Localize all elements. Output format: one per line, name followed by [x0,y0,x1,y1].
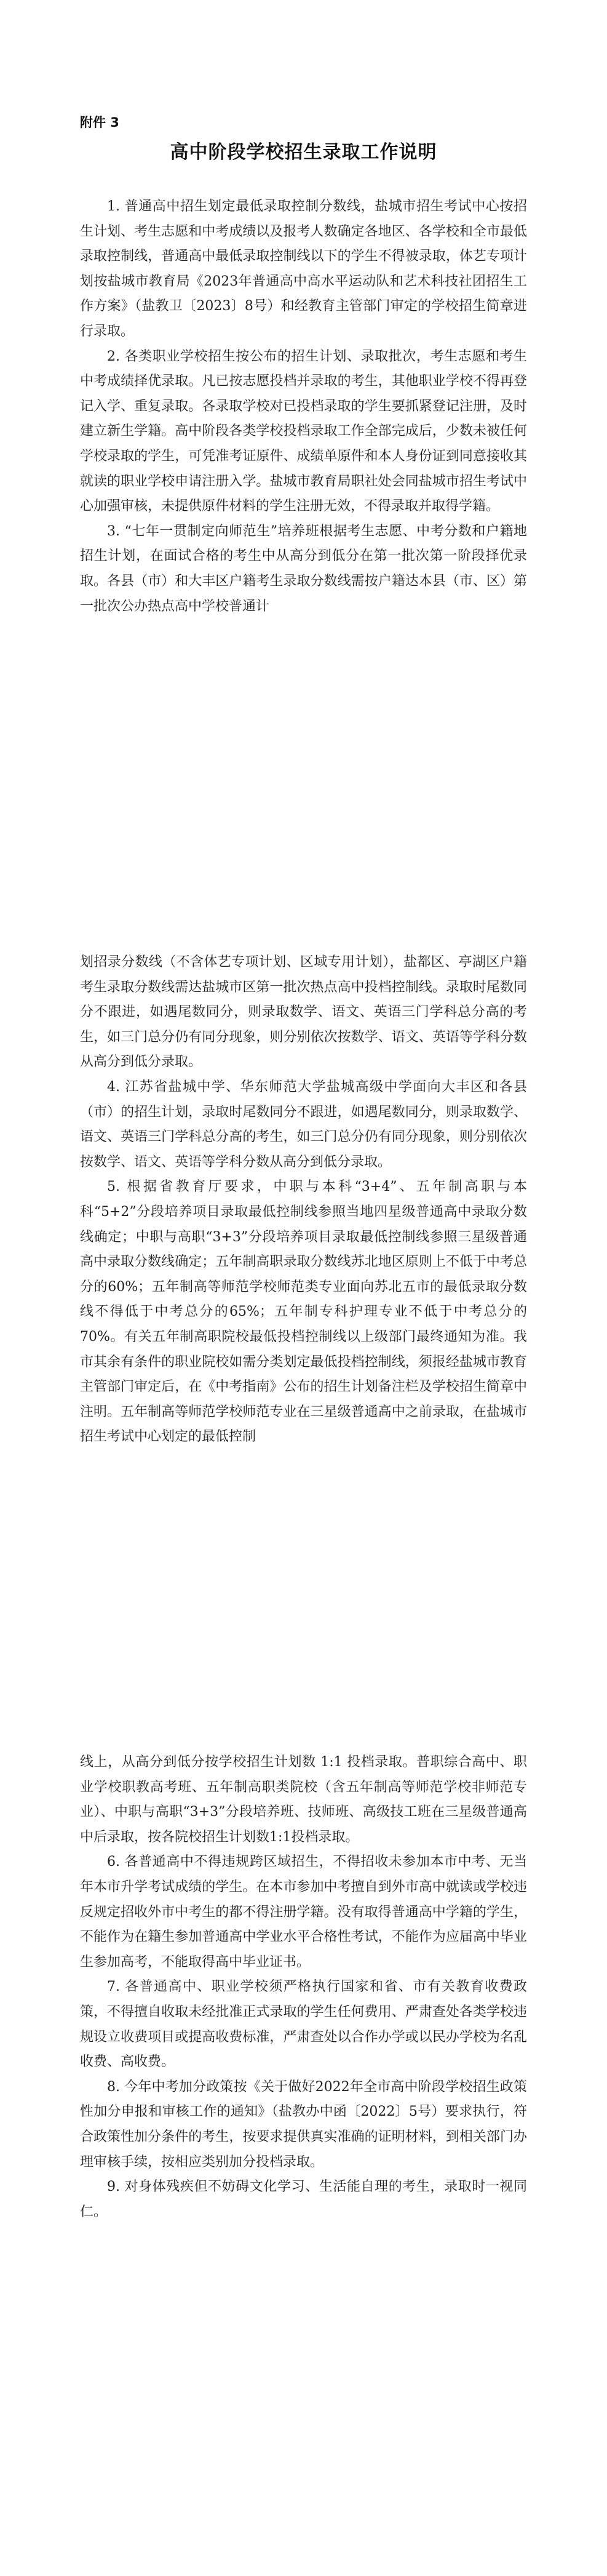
paragraph-5-continued: 线上，从高分到低分按学校招生计划数 1:1 投档录取。普职综合高中、职业学校职教高考班、五年制高职类院校（含五年制高等师范学校非师范专业）、中职与高职“3+3”分段培养班、技师班、高级技工班在三星级普通高中后录取，按各院校招生计划数1:1投档录取。 [80,1754,527,1845]
attachment-label: 附件 3 [80,115,119,130]
document-title: 高中阶段学校招生录取工作说明 [170,142,437,163]
paragraph-3: 3. “七年一贯制定向师范生”培养班根据考生志愿、中考分数和户籍地招生计划，在面试合格的考生中从高分到低分在第一批次第一阶段择优录取。各县（市）和大丰区户籍考生录取分数线需按户籍达本县（市、区）第一批次公办热点高中学校普通计 [80,523,527,614]
paragraph-3-continued: 划招录分数线（不含体艺专项计划、区域专用计划），盐都区、亭湖区户籍考生录取分数线需达盐城市区第一批次热点高中投档控制线。录取时尾数同分不跟进，如遇尾数同分，则录取数学、语文、英语三门学科总分高的考生，如三门总分仍有同分现象，则分别依次按数学、语文、英语等学科分数从高分到低分录取。 [80,954,527,1070]
paragraph-9: 9. 对身体残疾但不妨碍文化学习、生活能自理的考生，录取时一视同仁。 [80,2179,527,2220]
text-block-section-2 [80,950,527,1450]
paragraph-8: 8. 今年中考加分政策按《关于做好2022年全市高中阶段学校招生政策性加分申报和审核工作的通知》（盐教办中函〔2022〕5号）要求执行，符合政策性加分条件的考生，按要求提供真实准确的证明材料，到相关部门办理审核手续，按相应类别加分投档录取。 [80,2079,527,2170]
paragraph-2: 2. 各类职业学校招生按公布的招生计划、录取批次，考生志愿和考生中考成绩择优录取。凡已按志愿投档并录取的考生，其他职业学校不得再登记入学、重复录取。各录取学校对已投档录取的学生要抓紧登记注册，及时建立新生学籍。高中阶段各类学校投档录取工作全部完成后，少数未被任何学校录取的学生，可凭准考证原件、成绩单原件和本人身份证到同意接收其就读的职业学校申请注册入学。盐城市教育局职社处会同盐城市招生考试中心加强审核，未提供原件材料的学生注册无效，不得录取并取得学籍。 [80,348,527,514]
paragraph-6: 6. 各普通高中不得违规跨区域招生，不得招收未参加本市中考、无当年本市升学考试成绩的学生。在本市参加中考擅自到外市高中就读或学校违反规定招收外市中考生的都不得注册学籍。没有取得普通高中学籍的学生，不能作为在籍生参加普通高中学业水平合格性考试，不能作为应届高中毕业生参加高考，不能取得高中毕业证书。 [80,1854,527,1970]
paragraph-5: 5. 根据省教育厅要求，中职与本科“3+4”、五年制高职与本科“5+2”分段培养项目录取最低控制线参照当地四星级普通高中录取分数线确定；中职与高职“3+3”分段培养项目录取最低控制线参照三星级普通高中录取分数线确定；五年制高职录取分数线苏北地区原则上不低于中考总分的60%；五年制高等师范学校师范类专业面向苏北五市的最低录取分数线不得低于中考总分的65%；五年制专科护理专业不低于中考总分的70%。有关五年制高职院校最低投档控制线以上级部门最终通知为准。我市其余有条件的职业院校如需分类划定最低投档控制线，须报经盐城市教育主管部门审定后，在《中考指南》公布的招生计划备注栏及学校招生简章中注明。五年制高等师范学校师范专业在三星级普通高中之前录取，在盐城市招生考试中心划定的最低控制 [80,1179,527,1445]
paragraph-4: 4. 江苏省盐城中学、华东师范大学盐城高级中学面向大丰区和各县（市）的招生计划，录取时尾数同分不跟进，如遇尾数同分，则录取数学、语文、英语三门学科总分高的考生，如三门总分仍有同分现象，则分别依次按数学、语文、英语等学科分数从高分到低分录取。 [80,1079,527,1170]
paragraph-1: 1. 普通高中招生划定最低录取控制分数线，盐城市招生考试中心按招生计划、考生志愿和中考成绩以及报考人数确定各地区、各学校和全市最低录取控制线，普通高中最低录取控制线以下的学生不得被录取，体艺专项计划按盐城市教育局《2023年普通高中高水平运动队和艺术科技社团招生工作方案》（盐教卫〔2023〕8号）和经教育主管部门审定的学校招生简章进行录取。 [80,199,527,339]
text-block-section-3 [80,1750,527,2225]
text-block-section-1 [80,194,527,619]
paragraph-7: 7. 各普通高中、职业学校须严格执行国家和省、市有关教育收费政策，不得擅自收取未经批准正式录取的学生任何费用、严肃查处各类学校违规设立收费项目或提高收费标准，严肃查处以合作办学或以民办学校为名乱收费、高收费。 [80,1979,527,2070]
